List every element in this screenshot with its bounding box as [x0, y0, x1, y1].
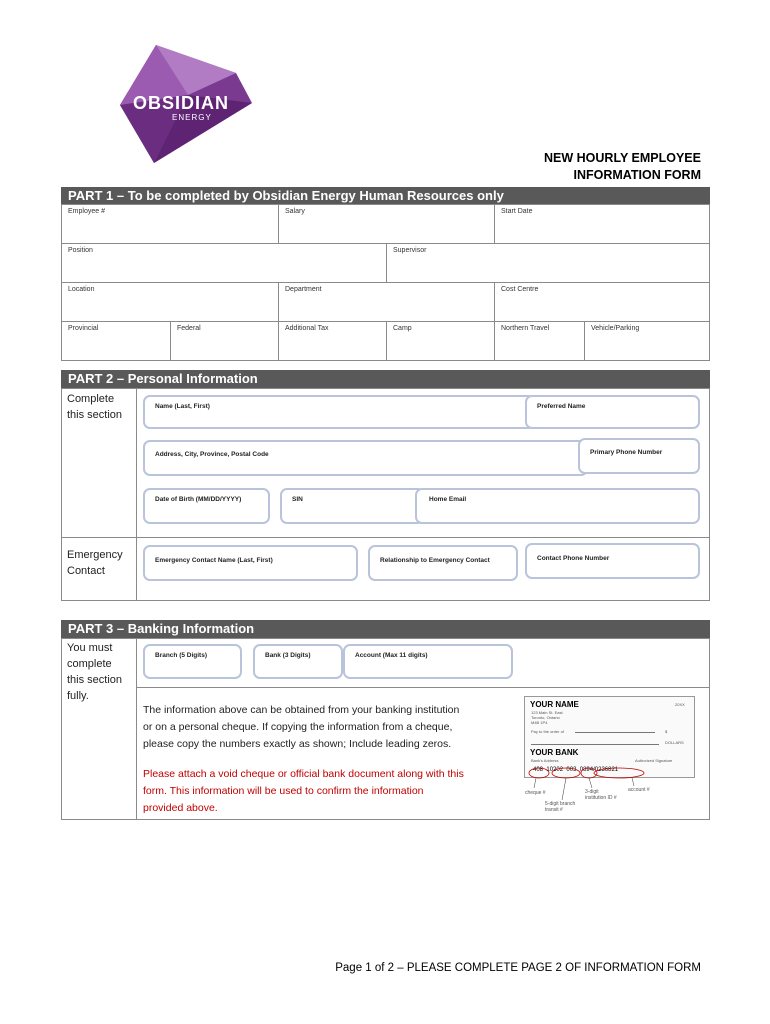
divider [136, 687, 709, 688]
location-field[interactable]: Location [68, 286, 95, 293]
vehicle-parking-field[interactable]: Vehicle/Parking [584, 322, 709, 360]
divider [136, 639, 137, 819]
logo-subtext: ENERGY [172, 113, 212, 122]
northern-travel-field[interactable]: Northern Travel [494, 322, 584, 360]
camp-field[interactable]: Camp [386, 322, 494, 360]
address-field[interactable]: Address, City, Province, Postal Code [143, 440, 588, 476]
emergency-contact-label: Emergency Contact [67, 549, 123, 577]
branch-field[interactable]: Branch (5 Digits) [143, 644, 242, 679]
part1-row [62, 283, 709, 322]
part2-side-label: Complete this section [67, 393, 123, 421]
part1-header: PART 1 – To be completed by Obsidian Energy Human Resources only [61, 187, 710, 205]
account-field[interactable]: Account (Max 11 digits) [343, 644, 513, 679]
divider [62, 537, 709, 538]
additional-tax-field[interactable]: Additional Tax [278, 322, 386, 360]
emergency-contact-name-field[interactable]: Emergency Contact Name (Last, First) [143, 545, 358, 581]
form-title: NEW HOURLY EMPLOYEE INFORMATION FORM [544, 151, 701, 182]
part1-row [62, 205, 709, 244]
divider [136, 389, 137, 600]
preferred-name-field[interactable]: Preferred Name [525, 395, 700, 429]
name-field[interactable]: Name (Last, First) [143, 395, 535, 429]
part2-header: PART 2 – Personal Information [61, 370, 710, 388]
provincial-field[interactable]: Provincial [68, 325, 99, 332]
banking-info-text: The information above can be obtained from your banking institution or on a personal cheque. If copying the information from a cheque, please copy the numbers exactly as shown; Include leading zeros. [143, 704, 460, 750]
primary-phone-field[interactable]: Primary Phone Number [578, 438, 700, 474]
part1-grid [61, 204, 710, 361]
date-of-birth-field[interactable]: Date of Birth (MM/DD/YYYY) [143, 488, 270, 524]
position-field[interactable]: Position [68, 247, 93, 254]
sample-cheque-image: YOUR NAME 123 Main St. East Toronto, Ontario M4B 1P4 20XX Pay to the order of $ DOLLARS YOUR BANK Bank's Address Authorized Signature 408 10202 003 0894/0236821 [524, 696, 695, 778]
page-footer: Page 1 of 2 – PLEASE COMPLETE PAGE 2 OF INFORMATION FORM [335, 962, 701, 974]
federal-field[interactable]: Federal [170, 322, 278, 360]
bank-field[interactable]: Bank (3 Digits) [253, 644, 343, 679]
part3-side-label: You must complete this section fully. [67, 642, 123, 702]
employee-number-field[interactable]: Employee # [68, 208, 105, 215]
part1-row [62, 244, 709, 283]
logo-wordmark: OBSIDIAN [133, 93, 230, 113]
part1-row [62, 322, 709, 360]
salary-field[interactable]: Salary [278, 205, 494, 243]
void-cheque-notice: Please attach a void cheque or official bank document along with this form. This information will be used to confirm the information provided above. [143, 768, 464, 814]
cost-centre-field[interactable]: Cost Centre [494, 283, 709, 321]
start-date-field[interactable]: Start Date [494, 205, 709, 243]
department-field[interactable]: Department [278, 283, 494, 321]
home-email-field[interactable]: Home Email [415, 488, 700, 524]
part3-header: PART 3 – Banking Information [61, 620, 710, 638]
emergency-relationship-field[interactable]: Relationship to Emergency Contact [368, 545, 518, 581]
sin-field[interactable]: SIN [280, 488, 425, 524]
supervisor-field[interactable]: Supervisor [386, 244, 709, 282]
emergency-phone-field[interactable]: Contact Phone Number [525, 543, 700, 579]
